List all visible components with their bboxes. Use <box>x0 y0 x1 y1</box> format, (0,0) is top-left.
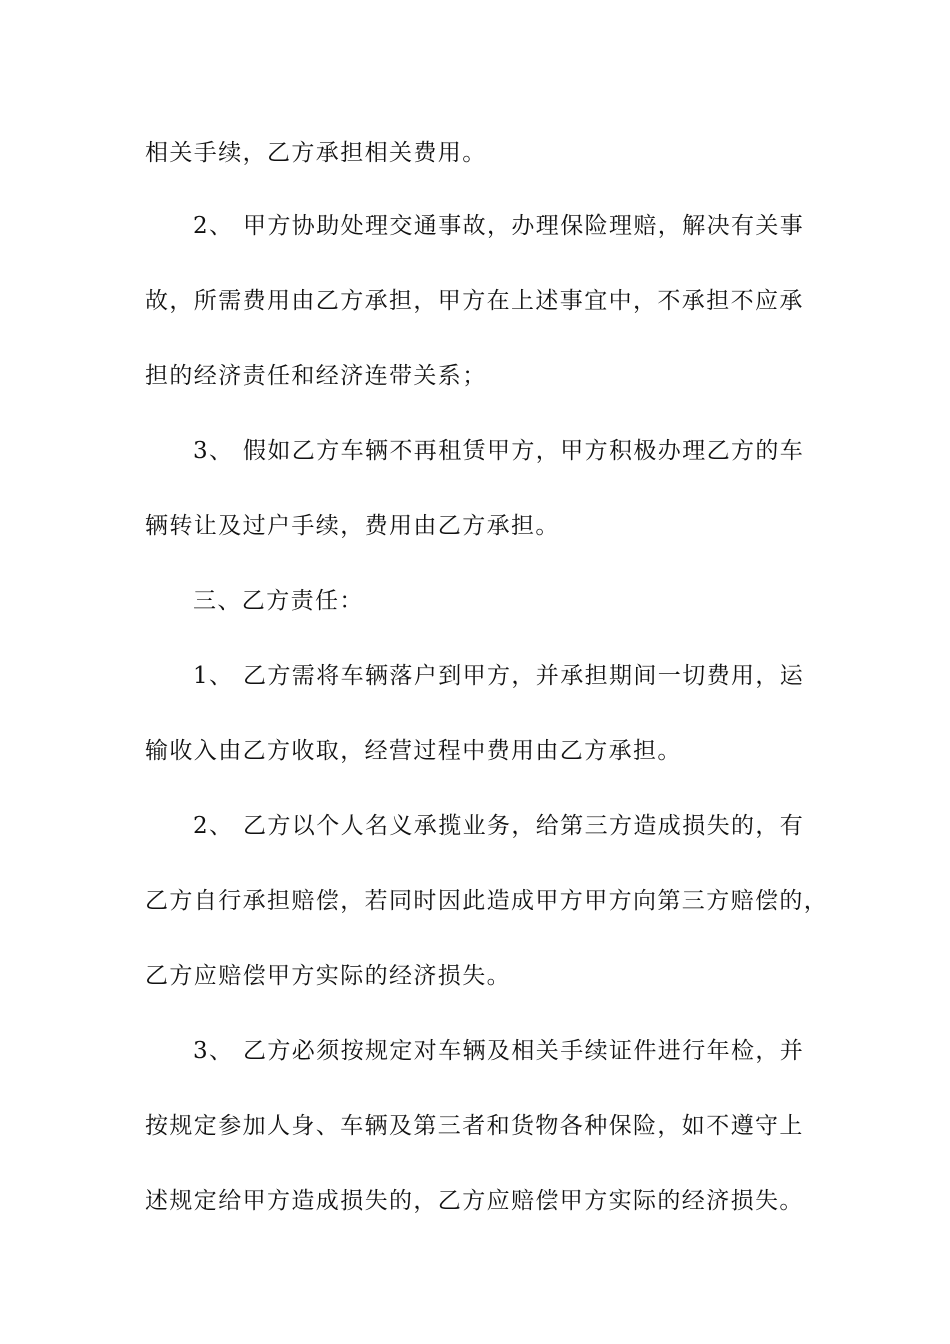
text-line-6: 辆转让及过户手续，费用由乙方承担。 <box>145 513 560 539</box>
text-line-15: 述规定给甲方造成损失的，乙方应赔偿甲方实际的经济损失。 <box>145 1188 804 1214</box>
text-line-9: 输收入由乙方收取，经营过程中费用由乙方承担。 <box>145 738 682 764</box>
clause-number: 3、 <box>193 438 234 464</box>
clause-number: 2、 <box>193 813 234 839</box>
clause-text: 乙方需将车辆落户到甲方，并承担期间一切费用，运 <box>243 663 805 689</box>
clause-text: 甲方协助处理交通事故，办理保险理赔，解决有关事 <box>243 213 805 239</box>
clause-b3-line-1 <box>193 1036 804 1066</box>
section-heading: 三、乙方责任： <box>193 588 364 614</box>
text-line-11: 乙方自行承担赔偿，若同时因此造成甲方甲方向第三方赔偿的， <box>145 888 829 914</box>
clause-number: 2、 <box>193 213 234 239</box>
clause-number: 3、 <box>193 1038 234 1064</box>
text-line-3: 故，所需费用由乙方承担，甲方在上述事宜中，不承担不应承 <box>145 288 804 314</box>
text-line-1: 相关手续，乙方承担相关费用。 <box>145 140 487 166</box>
text-line-4: 担的经济责任和经济连带关系； <box>145 363 487 389</box>
clause-text: 乙方必须按规定对车辆及相关手续证件进行年检，并 <box>243 1038 805 1064</box>
clause-text: 假如乙方车辆不再租赁甲方，甲方积极办理乙方的车 <box>243 438 805 464</box>
clause-b2-line-1 <box>193 811 804 841</box>
clause-2-line-1 <box>193 211 804 241</box>
clause-3-line-1 <box>193 436 804 466</box>
clause-text: 乙方以个人名义承揽业务，给第三方造成损失的，有 <box>243 813 805 839</box>
clause-number: 1、 <box>193 663 234 689</box>
clause-b1-line-1 <box>193 661 804 691</box>
text-line-14: 按规定参加人身、车辆及第三者和货物各种保险，如不遵守上 <box>145 1113 804 1139</box>
text-line-12: 乙方应赔偿甲方实际的经济损失。 <box>145 963 511 989</box>
